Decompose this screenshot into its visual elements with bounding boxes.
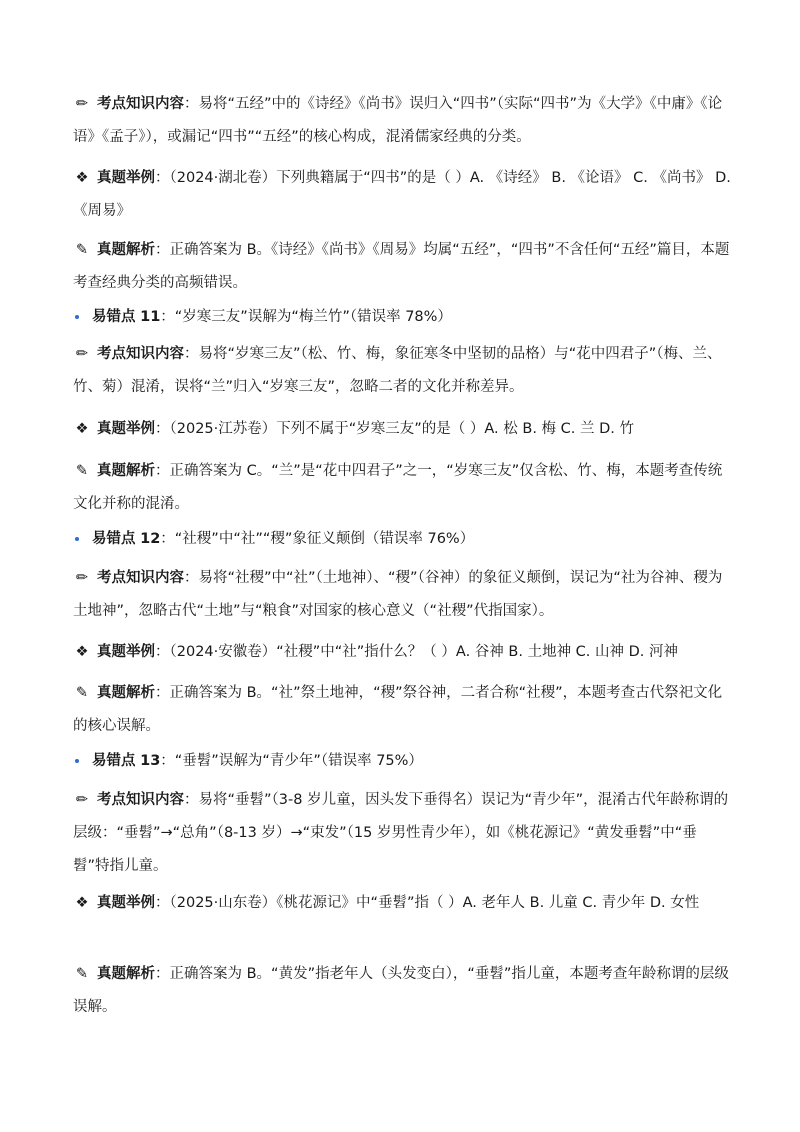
- knowledge-label: 考点知识内容: [97, 346, 184, 362]
- ruler-pencil-icon: ✎: [75, 685, 89, 701]
- knowledge-label: 考点知识内容: [97, 570, 184, 586]
- pencil-icon: ✏: [75, 96, 89, 112]
- error-point-title: ：“垂髫”误解为“青少年”（错误率 75%）: [160, 753, 423, 769]
- example-text: ：（2025·山东卷）《桃花源记》中“垂髫”指（ ）A. 老年人 B. 儿童 C. 青少年 D. 女性: [155, 895, 700, 911]
- error-point-heading: [92, 523, 474, 556]
- error-point-number: 13: [140, 753, 161, 769]
- analysis-paragraph: [73, 958, 733, 1024]
- example-text: ：（2024·安徽卷）“社稷”中“社”指什么？（ ）A. 谷神 B. 土地神 C. 山神 D. 河神: [155, 644, 679, 660]
- error-point-label: 易错点: [92, 309, 136, 325]
- ruler-pencil-icon: ✎: [75, 242, 89, 258]
- diamond-icon: ❖: [75, 170, 89, 186]
- knowledge-paragraph: [73, 338, 733, 404]
- error-point-label: 易错点: [92, 753, 136, 769]
- bullet-dot-icon: [73, 757, 81, 765]
- example-text: ：（2024·湖北卷）下列典籍属于“四书”的是（ ）A. 《诗经》 B. 《论语》 C. 《尚书》 D. 《周易》: [73, 170, 731, 219]
- analysis-label: 真题解析: [97, 685, 155, 701]
- error-point-label: 易错点: [92, 531, 136, 547]
- analysis-paragraph: [73, 455, 733, 521]
- analysis-paragraph: [73, 234, 733, 300]
- knowledge-paragraph: [73, 88, 733, 154]
- example-label: 真题举例: [97, 644, 155, 660]
- bullet-dot-icon: [73, 313, 81, 321]
- error-point-heading: [92, 745, 423, 778]
- example-text: ：（2025·江苏卷）下列不属于“岁寒三友”的是（ ）A. 松 B. 梅 C. 兰 D. 竹: [155, 421, 634, 437]
- analysis-label: 真题解析: [97, 463, 155, 479]
- example-label: 真题举例: [97, 421, 155, 437]
- error-point-title: ：“岁寒三友”误解为“梅兰竹”（错误率 78%）: [160, 309, 452, 325]
- example-paragraph: [73, 162, 733, 228]
- pencil-icon: ✏: [75, 570, 89, 586]
- bullet-dot-icon: [73, 535, 81, 543]
- knowledge-text: ：易将“五经”中的《诗经》《尚书》误归入“四书”（实际“四书”为《大学》《中庸》《论语》《孟子》），或漏记“四书”“五经”的核心构成，混淆儒家经典的分类。: [73, 96, 723, 145]
- analysis-text: ：正确答案为 B。《诗经》《尚书》《周易》均属“五经”，“四书”不含任何“五经”篇目，本题考查经典分类的高频错误。: [73, 242, 730, 291]
- knowledge-label: 考点知识内容: [97, 792, 184, 808]
- knowledge-text: ：易将“岁寒三友”（松、竹、梅，象征寒冬中坚韧的品格）与“花中四君子”（梅、兰、竹、菊）混淆，误将“兰”归入“岁寒三友”，忽略二者的文化并称差异。: [73, 346, 722, 395]
- example-paragraph: [73, 413, 733, 446]
- analysis-text: ：正确答案为 B。“社”祭土地神，“稷”祭谷神，二者合称“社稷”，本题考查古代祭祀文化的核心误解。: [73, 685, 723, 734]
- analysis-label: 真题解析: [97, 242, 155, 258]
- error-point-number: 12: [140, 531, 161, 547]
- analysis-label: 真题解析: [97, 966, 155, 982]
- analysis-text: ：正确答案为 C。“兰”是“花中四君子”之一，“岁寒三友”仅含松、竹、梅，本题考查传统文化并称的混淆。: [73, 463, 723, 512]
- knowledge-label: 考点知识内容: [97, 96, 184, 112]
- example-label: 真题举例: [97, 170, 155, 186]
- diamond-icon: ❖: [75, 895, 89, 911]
- knowledge-paragraph: [73, 562, 733, 628]
- analysis-paragraph: [73, 677, 733, 743]
- example-paragraph: [73, 636, 733, 669]
- diamond-icon: ❖: [75, 644, 89, 660]
- example-label: 真题举例: [97, 895, 155, 911]
- pencil-icon: ✏: [75, 346, 89, 362]
- ruler-pencil-icon: ✎: [75, 463, 89, 479]
- error-point-heading: [92, 301, 452, 334]
- error-point-title: ：“社稷”中“社”“稷”象征义颠倒（错误率 76%）: [160, 531, 475, 547]
- error-point-number: 11: [140, 309, 161, 325]
- ruler-pencil-icon: ✎: [75, 966, 89, 982]
- diamond-icon: ❖: [75, 421, 89, 437]
- pencil-icon: ✏: [75, 792, 89, 808]
- knowledge-text: ：易将“社稷”中“社”（土地神）、“稷”（谷神）的象征义颠倒，误记为“社为谷神、稷为土地神”，忽略古代“土地”与“粮食”对国家的核心意义（“社稷”代指国家）。: [73, 570, 723, 619]
- analysis-text: ：正确答案为 B。“黄发”指老年人（头发变白），“垂髫”指儿童，本题考查年龄称谓的层级误解。: [73, 966, 729, 1015]
- example-paragraph: [73, 887, 733, 920]
- knowledge-text: ：易将“垂髫”（3-8 岁儿童，因头发下垂得名）误记为“青少年”，混淆古代年龄称谓的层级：“垂髫”→“总角”（8-13 岁）→“束发”（15 岁男性青少年），如《桃花源记》“黄发垂髫”中“垂髫”特指儿童。: [73, 792, 729, 874]
- knowledge-paragraph: [73, 784, 733, 883]
